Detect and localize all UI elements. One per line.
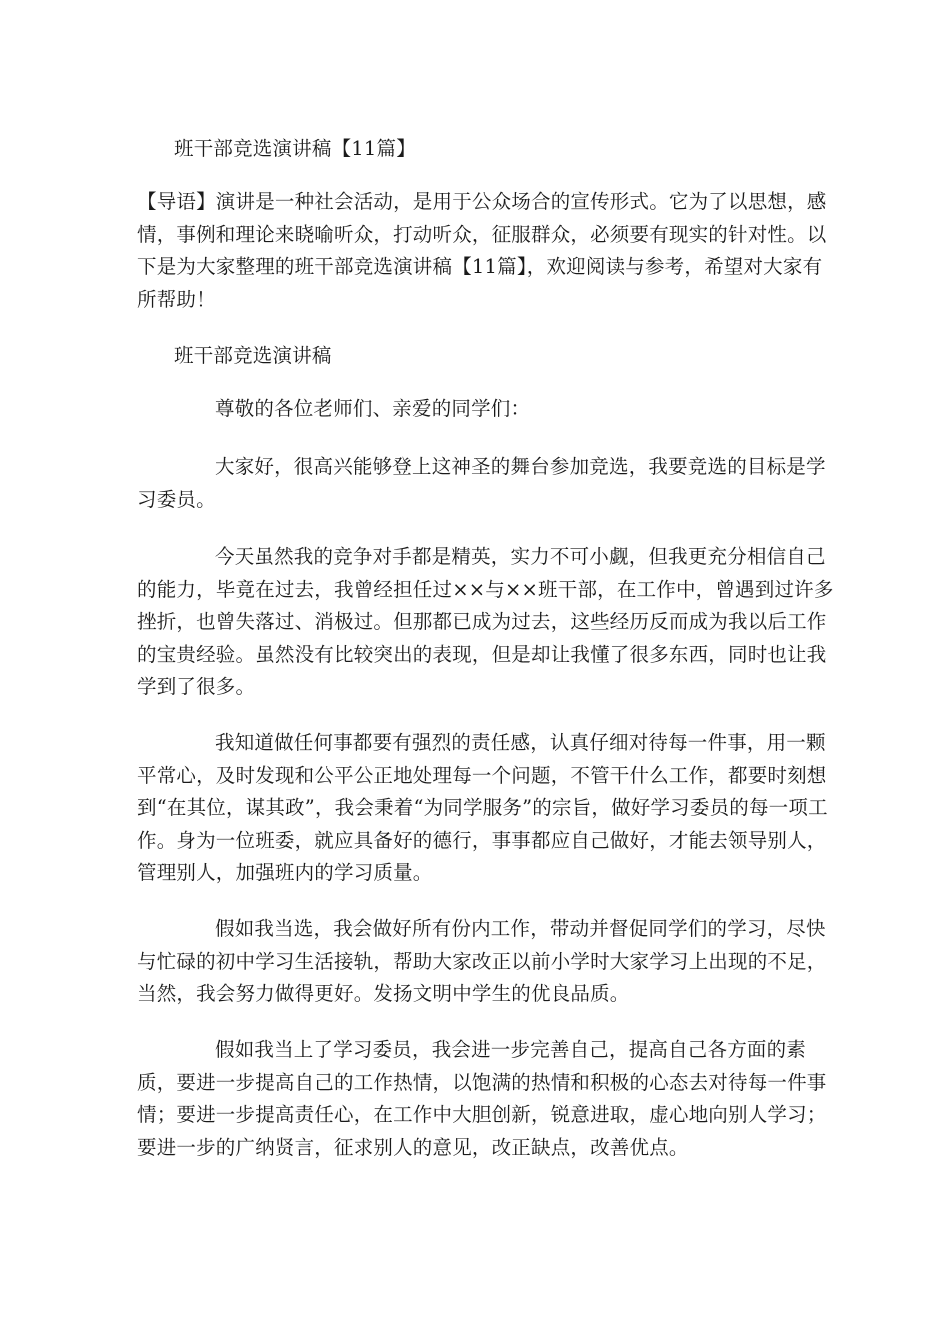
document-title: 班干部竞选演讲稿【11篇】: [174, 137, 416, 160]
body-paragraph: 大家好，很高兴能够登上这神圣的舞台参加竞选，我要竞选的目标是学习委员。: [137, 455, 826, 511]
body-paragraph: 今天虽然我的竞争对手都是精英，实力不可小觑，但我更充分相信自己的能力，毕竟在过去，我曾经担任过××与××班干部，在工作中，曾遇到过许多挫折，也曾失落过、消极过。但那都已成为过去，这些经历反而成为我以后工作的宝贵经验。虽然没有比较突出的表现，但是却让我懂了很多东西，同时也让我学到了很多。: [137, 545, 834, 698]
intro-paragraph: 【导语】演讲是一种社会活动，是用于公众场合的宣传形式。它为了以思想，感情，事例和理论来晓喻听众，打动听众，征服群众，必须要有现实的针对性。以下是为大家整理的班干部竞选演讲稿【11篇】，欢迎阅读与参考，希望对大家有所帮助！: [137, 190, 827, 311]
body-paragraph: 我知道做任何事都要有强烈的责任感，认真仔细对待每一件事，用一颗平常心，及时发现和公平公正地处理每一个问题，不管干什么工作，都要时刻想到“在其位，谋其政”，我会秉着“为同学服务”的宗旨，做好学习委员的每一项工作。身为一位班委，就应具备好的德行，事事都应自己做好，才能去领导别人，管理别人，加强班内的学习质量。: [137, 731, 828, 884]
salutation: 尊敬的各位老师们、亲爱的同学们：: [215, 397, 531, 420]
body-paragraph: 假如我当选，我会做好所有份内工作，带动并督促同学们的学习，尽快与忙碌的初中学习生活接轨，帮助大家改正以前小学时大家学习上出现的不足，当然，我会努力做得更好。发扬文明中学生的优良品质。: [137, 917, 827, 1005]
section-title: 班干部竞选演讲稿: [174, 344, 332, 367]
body-paragraph: 假如我当上了学习委员，我会进一步完善自己，提高自己各方面的素质，要进一步提高自己的工作热情，以饱满的热情和积极的心态去对待每一件事情；要进一步提高责任心，在工作中大胆创新，锐意进取，虚心地向别人学习；要进一步的广纳贤言，征求别人的意见，改正缺点，改善优点。: [137, 1038, 827, 1159]
